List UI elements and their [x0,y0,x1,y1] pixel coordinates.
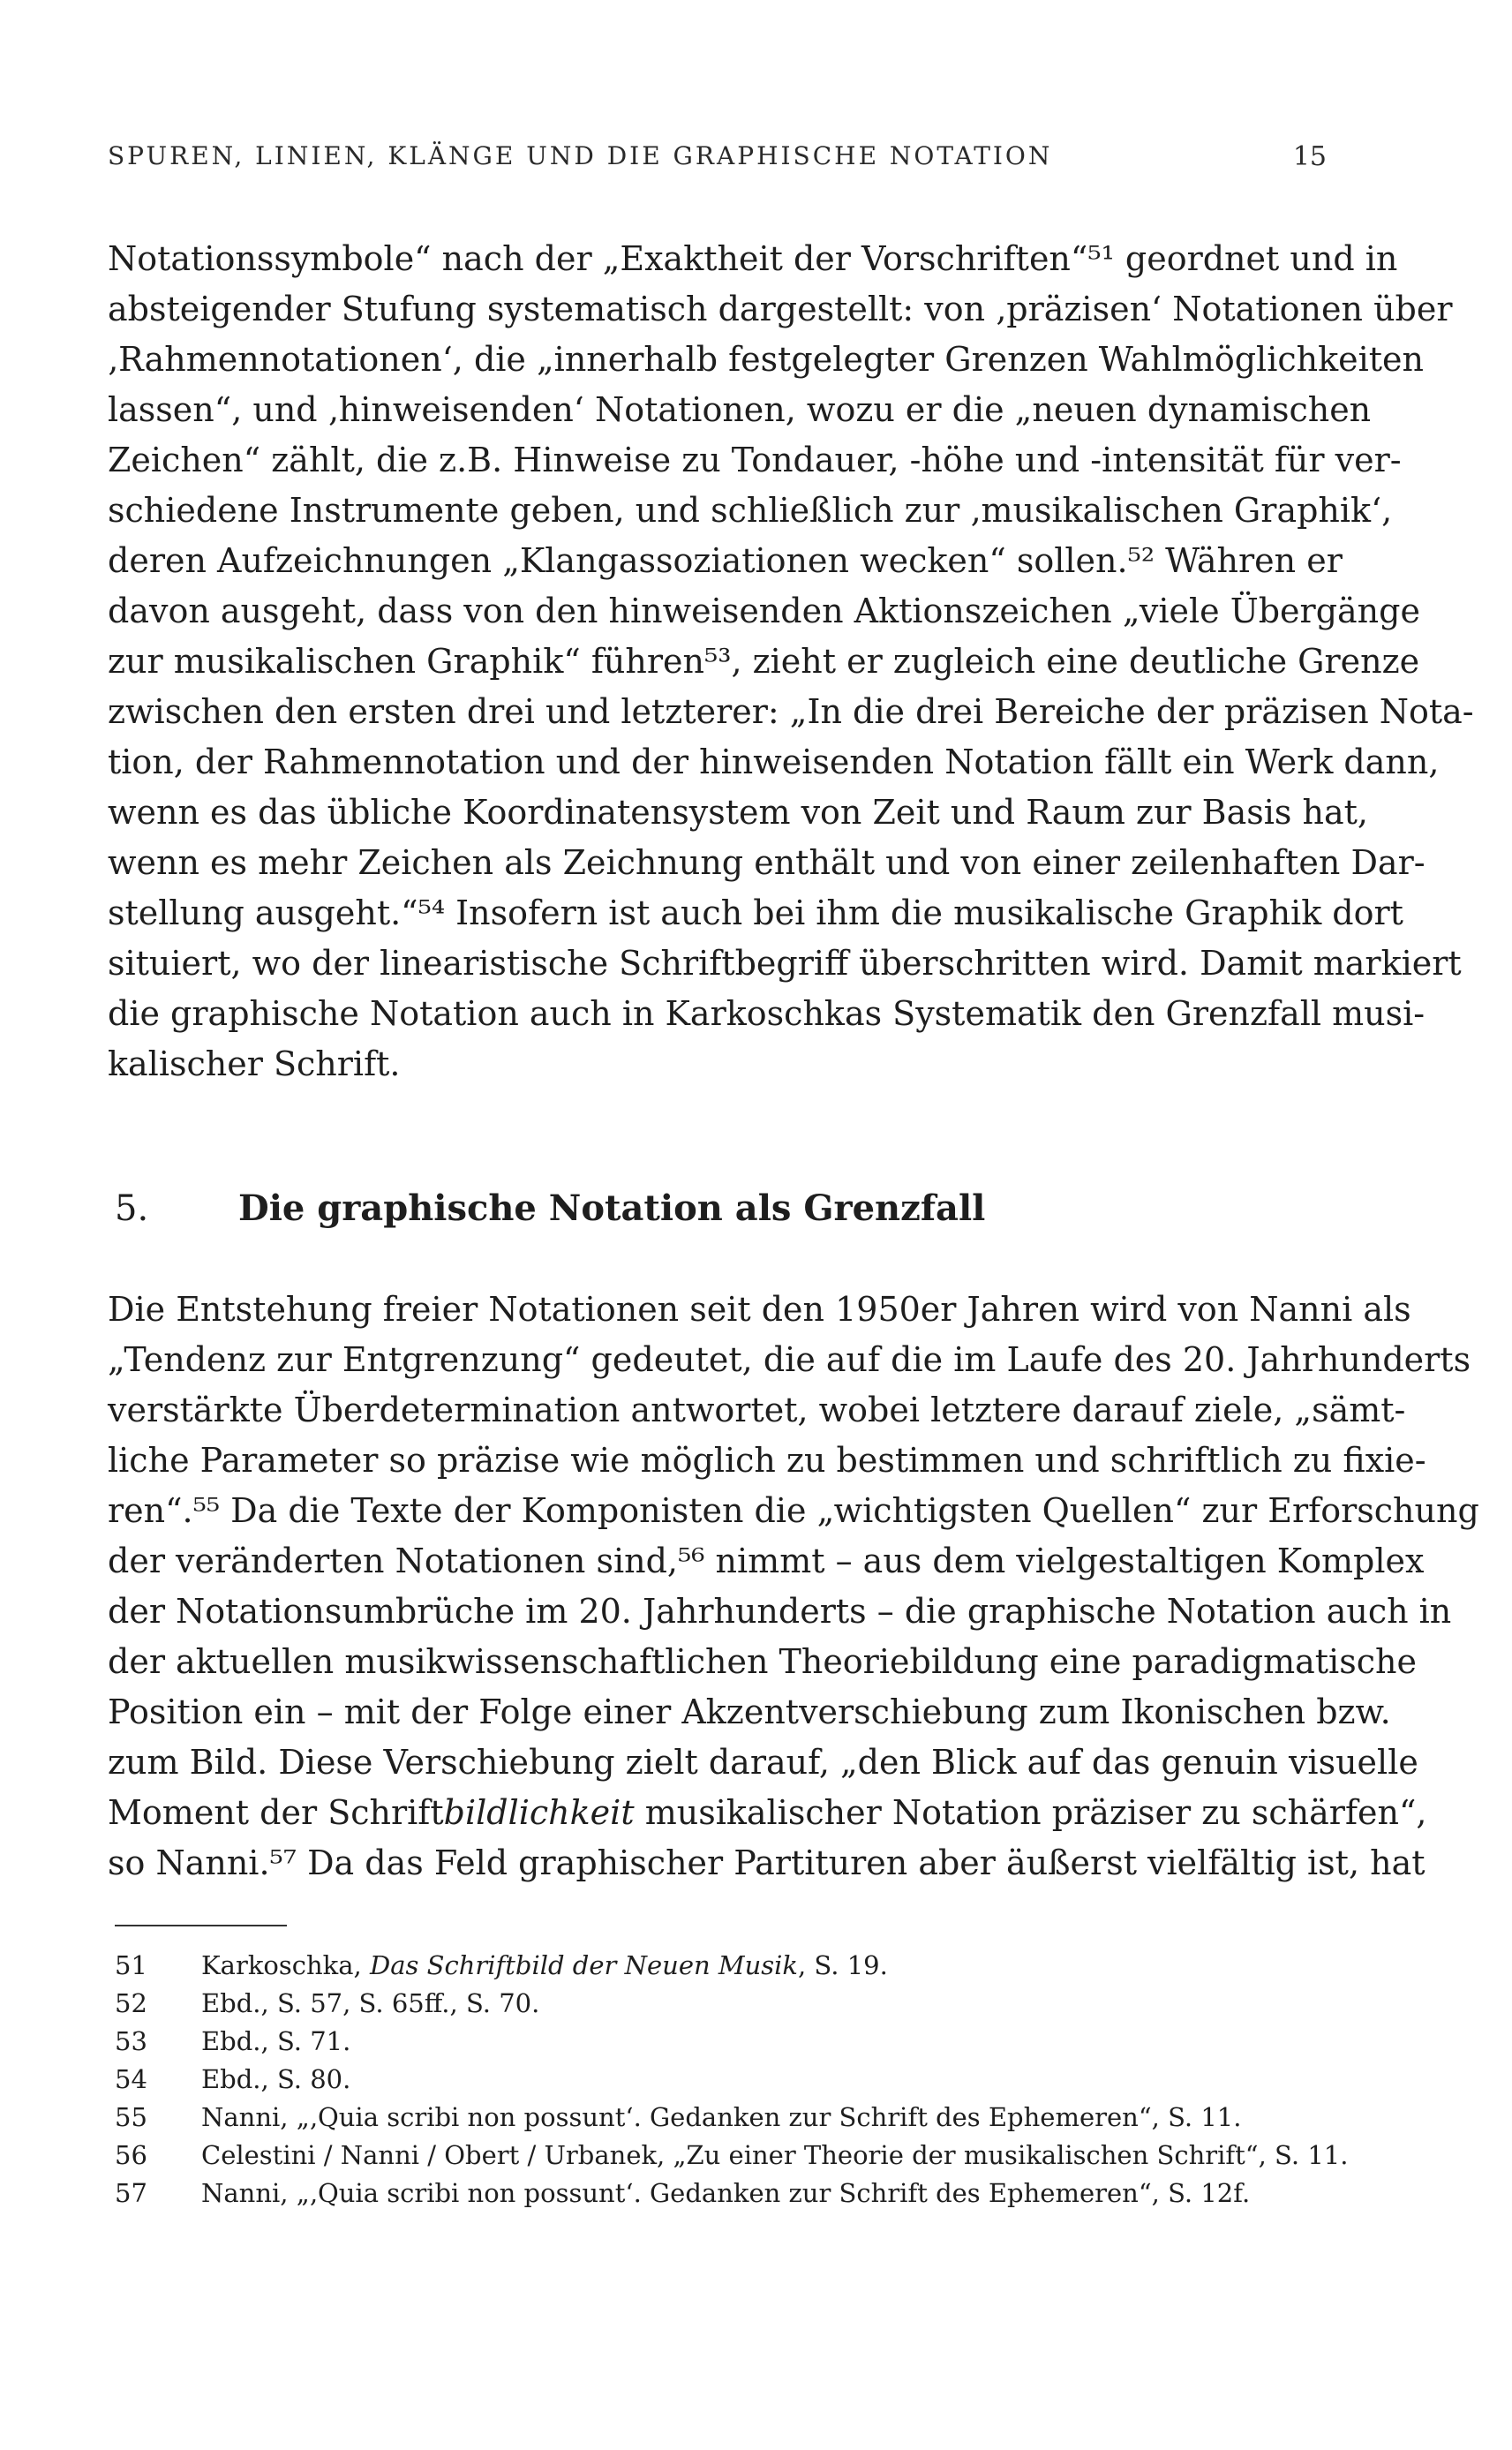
italic-fragment: bildlichkeit [443,1793,635,1832]
text-line [108,1788,1427,1838]
footnote-text: Ebd., S. 71. [201,2026,351,2056]
text-line: liche Parameter so präzise wie möglich zu bestimmen und schriftlich zu fixie- [108,1441,1426,1480]
text-line: so Nanni.⁵⁷ Da das Feld graphischer Partituren aber äußerst vielfältig ist, hat [108,1843,1425,1882]
text-line: ren“.⁵⁵ Da die Texte der Komponisten die „wichtigsten Quellen“ zur Erforschung [108,1491,1479,1530]
text-line: der aktuellen musikwissenschaftlichen Theoriebildung eine paradigmatische [108,1642,1417,1681]
text-line: „Tendenz zur Entgrenzung“ gedeutet, die auf die im Laufe des 20. Jahrhunderts [108,1340,1471,1379]
footnote-54 [115,2061,1350,2099]
footnote-56 [115,2137,1350,2175]
footnote-text: Nanni, „‚Quia scribi non possunt‘. Gedanken zur Schrift des Ephemeren“, S. 11. [201,2102,1242,2132]
text-line: die graphische Notation auch in Karkoschkas Systematik den Grenzfall musi- [108,994,1425,1033]
text-line: der veränderten Notationen sind,⁵⁶ nimmt – aus dem vielgestaltigen Komplex [108,1542,1425,1580]
text-fragment: musikalischer Notation präziser zu schärfen“, [634,1793,1427,1832]
text-line: wenn es mehr Zeichen als Zeichnung enthält und von einer zeilenhaften Dar- [108,843,1425,882]
footnote-57 [115,2175,1350,2213]
body-paragraph-1 [108,234,1474,1089]
text-line: wenn es das übliche Koordinatensystem von Zeit und Raum zur Basis hat, [108,793,1368,832]
section-heading [115,1187,985,1229]
text-line: absteigender Stufung systematisch dargestellt: von ‚präzisen‘ Notationen über [108,290,1453,328]
text-line: situiert, wo der linearistische Schriftbegriff überschritten wird. Damit markiert [108,944,1462,983]
text-line: Position ein – mit der Folge einer Akzentverschiebung zum Ikonischen bzw. [108,1692,1391,1731]
text-line: stellung ausgeht.“⁵⁴ Insofern ist auch bei ihm die musikalische Graphik dort [108,893,1403,932]
footnote-53 [115,2023,1350,2061]
text-line: tion, der Rahmennotation und der hinweisenden Notation fällt ein Werk dann, [108,743,1440,781]
text-line: davon ausgeht, dass von den hinweisenden Aktionszeichen „viele Übergänge [108,592,1420,630]
footnote-number: 57 [115,2178,147,2208]
text-line: schiedene Instrumente geben, und schließlich zur ‚musikalischen Graphik‘, [108,491,1393,530]
running-head: SPUREN, LINIEN, KLÄNGE UND DIE GRAPHISCHE NOTATION [108,141,1053,170]
footnote-text: Nanni, „‚Quia scribi non possunt‘. Gedanken zur Schrift des Ephemeren“, S. 12f. [201,2178,1251,2208]
italic-fragment: Das Schriftbild der Neuen Musik [369,1950,798,1980]
page-number: 15 [1292,141,1327,172]
footnote-text: Ebd., S. 80. [201,2064,351,2094]
footnotes [115,1947,1350,2213]
text-line: lassen“, und ‚hinweisenden‘ Notationen, wozu er die „neuen dynamischen [108,390,1372,429]
text-line: ‚Rahmennotationen‘, die „innerhalb festgelegter Grenzen Wahlmöglichkeiten [108,340,1424,379]
section-number: 5. [115,1188,149,1229]
text-line: verstärkte Überdetermination antwortet, wobei letztere darauf ziele, „sämt- [108,1391,1406,1429]
footnote-text: Ebd., S. 57, S. 65ff., S. 70. [201,1988,540,2018]
text-fragment: Moment der Schrift [108,1793,444,1832]
footnote-51 [115,1947,1350,1985]
footnote-number: 56 [115,2140,147,2170]
text-line: zwischen den ersten drei und letzterer: „In die drei Bereiche der präzisen Nota- [108,692,1474,731]
footnote-52 [115,1985,1350,2023]
footnote-text: Celestini / Nanni / Obert / Urbanek, „Zu einer Theorie der musikalischen Schrift“, S. 11. [201,2140,1349,2170]
text-line: deren Aufzeichnungen „Klangassoziationen wecken“ sollen.⁵² Währen er [108,541,1343,580]
footnote-separator [115,1925,287,1926]
body-paragraph-2 [108,1285,1479,1888]
text-line: zur musikalischen Graphik“ führen⁵³, zieht er zugleich eine deutliche Grenze [108,642,1420,681]
text-line: Notationssymbole“ nach der „Exaktheit der Vorschriften“⁵¹ geordnet und in [108,239,1398,278]
text-fragment: , S. 19. [797,1950,888,1980]
footnote-number: 51 [115,1950,147,1980]
section-title: Die graphische Notation als Grenzfall [238,1187,986,1229]
text-line: zum Bild. Diese Verschiebung zielt darauf, „den Blick auf das genuin visuelle [108,1743,1418,1782]
text-line: Die Entstehung freier Notationen seit den 1950er Jahren wird von Nanni als [108,1290,1411,1329]
footnote-number: 54 [115,2064,147,2094]
text-line: kalischer Schrift. [108,1044,401,1083]
text-line: Zeichen“ zählt, die z.B. Hinweise zu Tondauer, -höhe und -intensität für ver- [108,441,1402,479]
footnote-number: 53 [115,2026,147,2056]
footnote-number: 52 [115,1988,147,2018]
text-fragment: Karkoschka, [201,1950,370,1980]
footnote-55 [115,2099,1350,2137]
footnote-number: 55 [115,2102,147,2132]
text-line: der Notationsumbrüche im 20. Jahrhunderts – die graphische Notation auch in [108,1592,1452,1631]
footnote-text [201,1947,888,1985]
